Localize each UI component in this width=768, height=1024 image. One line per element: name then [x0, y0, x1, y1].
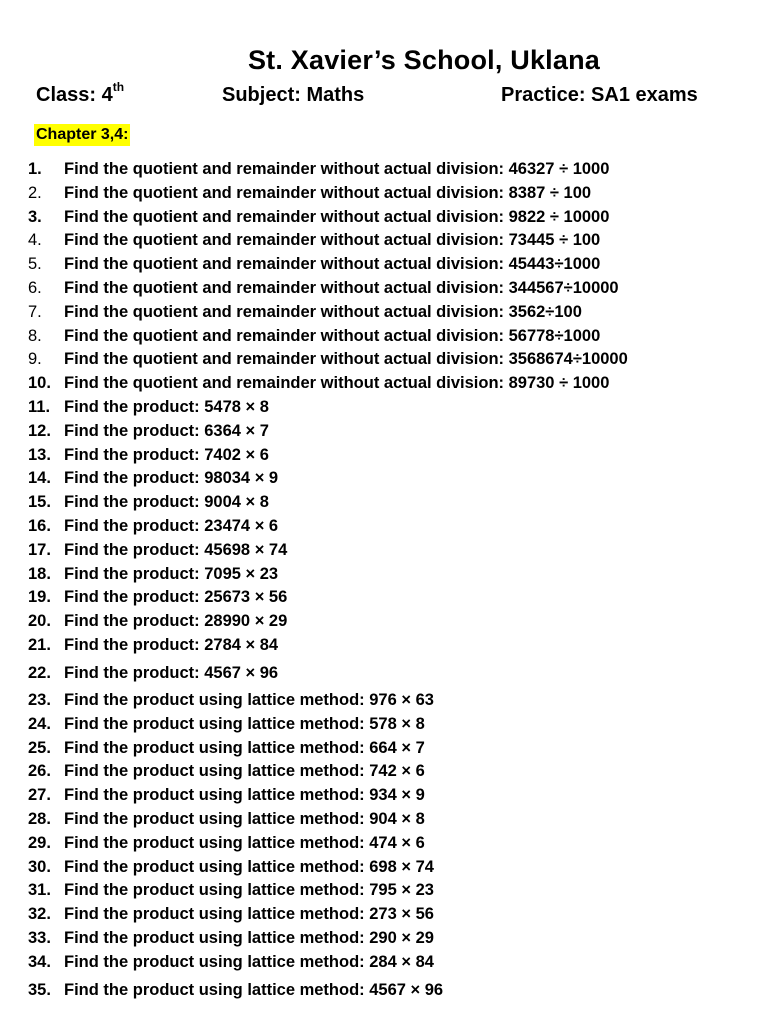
question-number: 22.	[28, 663, 51, 682]
question-text: Find the product using lattice method: 474 × 6	[64, 833, 425, 852]
question-text: Find the product using lattice method: 795 × 23	[64, 881, 434, 900]
question-number: 28.	[28, 809, 51, 828]
question-number: 6.	[28, 278, 42, 297]
question-text: Find the product: 7402 × 6	[64, 445, 269, 464]
question-text: Find the product: 7095 × 23	[64, 564, 279, 583]
question-item	[0, 879, 768, 903]
question-item	[0, 586, 768, 610]
question-text: Find the product: 4567 × 96	[64, 663, 279, 682]
class-text: Class: 4	[36, 84, 113, 106]
question-number: 18.	[28, 564, 51, 583]
question-number: 5.	[28, 255, 42, 274]
question-text: Find the quotient and remainder without actual division: 3562÷100	[64, 302, 582, 321]
question-item	[0, 760, 768, 784]
question-item	[0, 563, 768, 587]
question-item	[0, 372, 768, 396]
question-number: 26.	[28, 762, 51, 781]
header-info-row	[36, 80, 736, 114]
question-text: Find the quotient and remainder without actual division: 344567÷10000	[64, 278, 619, 297]
question-number: 23.	[28, 691, 51, 710]
question-item	[0, 277, 768, 301]
question-text: Find the product: 2784 × 84	[64, 635, 279, 654]
question-text: Find the product: 5478 × 8	[64, 397, 269, 416]
question-text: Find the quotient and remainder without actual division: 56778÷1000	[64, 326, 601, 345]
question-number: 31.	[28, 881, 51, 900]
question-item	[0, 515, 768, 539]
question-number: 32.	[28, 905, 51, 924]
school-title: St. Xavier’s School, Uklana	[247, 45, 601, 75]
class-superscript: th	[112, 80, 125, 94]
question-item	[0, 903, 768, 927]
question-item	[0, 348, 768, 372]
question-number: 12.	[28, 421, 51, 440]
question-number: 25.	[28, 738, 51, 757]
question-item	[0, 467, 768, 491]
question-item	[0, 927, 768, 951]
question-number: 20.	[28, 612, 51, 631]
question-text: Find the quotient and remainder without actual division: 89730 ÷ 1000	[64, 374, 610, 393]
subject-label: Subject: Maths	[222, 84, 365, 106]
question-text: Find the quotient and remainder without actual division: 46327 ÷ 1000	[64, 160, 610, 178]
question-text: Find the product: 6364 × 7	[64, 421, 269, 440]
question-item	[0, 229, 768, 253]
question-number: 27.	[28, 786, 51, 805]
question-item	[0, 856, 768, 880]
question-text: Find the product: 28990 × 29	[64, 612, 288, 631]
question-number: 19.	[28, 588, 51, 607]
question-text: Find the product using lattice method: 284 × 84	[64, 952, 434, 971]
question-text: Find the product: 23474 × 6	[64, 516, 279, 535]
practice-label: Practice: SA1 exams	[501, 84, 698, 106]
question-item	[0, 325, 768, 349]
question-item	[0, 713, 768, 737]
question-text: Find the product using lattice method: 904 × 8	[64, 809, 425, 828]
question-number: 7.	[28, 302, 42, 321]
question-item	[0, 206, 768, 230]
question-number: 15.	[28, 493, 51, 512]
question-text: Find the product: 25673 × 56	[64, 588, 288, 607]
question-text: Find the quotient and remainder without actual division: 45443÷1000	[64, 255, 601, 274]
question-text: Find the product: 45698 × 74	[64, 540, 288, 559]
question-item	[0, 685, 768, 713]
question-text: Find the product using lattice method: 742 × 6	[64, 762, 425, 781]
question-item	[0, 158, 768, 182]
question-number: 3.	[28, 207, 42, 226]
question-item	[0, 808, 768, 832]
question-number: 14.	[28, 469, 51, 488]
question-item	[0, 396, 768, 420]
question-item	[0, 301, 768, 325]
question-text: Find the product using lattice method: 273 × 56	[64, 905, 434, 924]
question-list	[0, 158, 768, 1002]
question-text: Find the product using lattice method: 578 × 8	[64, 714, 425, 733]
question-item	[0, 832, 768, 856]
question-text: Find the product using lattice method: 4567 × 96	[64, 980, 444, 999]
question-number: 4.	[28, 231, 42, 250]
question-item	[0, 182, 768, 206]
question-number: 24.	[28, 714, 51, 733]
question-text: Find the product: 9004 × 8	[64, 493, 269, 512]
question-text: Find the quotient and remainder without actual division: 9822 ÷ 10000	[64, 207, 610, 226]
question-number: 8.	[28, 326, 42, 345]
class-label	[36, 80, 125, 107]
question-item	[0, 253, 768, 277]
question-number: 35.	[28, 980, 51, 999]
question-item	[0, 420, 768, 444]
question-number: 21.	[28, 635, 51, 654]
question-text: Find the product using lattice method: 698 × 74	[64, 857, 434, 876]
question-number: 9.	[28, 350, 42, 369]
question-number: 17.	[28, 540, 51, 559]
question-text: Find the quotient and remainder without actual division: 8387 ÷ 100	[64, 183, 592, 202]
question-number: 34.	[28, 952, 51, 971]
question-number: 2.	[28, 183, 42, 202]
question-number: 10.	[28, 374, 51, 393]
question-number: 30.	[28, 857, 51, 876]
question-item	[0, 737, 768, 761]
question-text: Find the quotient and remainder without actual division: 3568674÷10000	[64, 350, 628, 369]
question-number: 13.	[28, 445, 51, 464]
question-number: 16.	[28, 516, 51, 535]
chapter-heading: Chapter 3,4:	[34, 124, 130, 146]
question-number: 33.	[28, 928, 51, 947]
question-text: Find the product using lattice method: 934 × 9	[64, 786, 425, 805]
question-item	[0, 975, 768, 1003]
question-item	[0, 951, 768, 975]
question-number: 11.	[28, 397, 51, 416]
question-text: Find the quotient and remainder without actual division: 73445 ÷ 100	[64, 231, 601, 250]
question-text: Find the product using lattice method: 976 × 63	[64, 691, 434, 710]
question-number: 1.	[28, 160, 42, 178]
question-number: 29.	[28, 833, 51, 852]
question-item	[0, 491, 768, 515]
question-item	[0, 539, 768, 563]
question-text: Find the product using lattice method: 664 × 7	[64, 738, 425, 757]
question-item	[0, 784, 768, 808]
question-text: Find the product: 98034 × 9	[64, 469, 279, 488]
question-item	[0, 658, 768, 686]
question-item	[0, 610, 768, 634]
question-text: Find the product using lattice method: 290 × 29	[64, 928, 434, 947]
question-item	[0, 634, 768, 658]
question-item	[0, 444, 768, 468]
